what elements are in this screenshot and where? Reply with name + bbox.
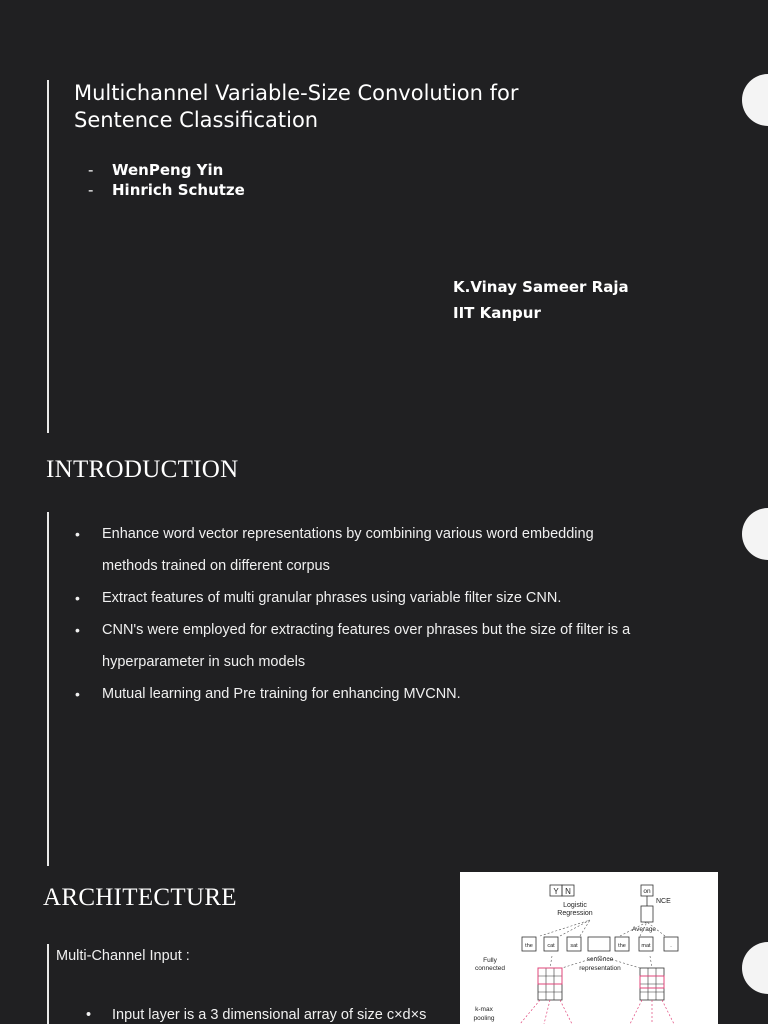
presenter-block: [453, 274, 629, 326]
list-item: • Enhance word vector representations by combining various word embedding methods trained on different corpus: [72, 518, 652, 582]
list-item: • CNN's were employed for extracting features over phrases but the size of filter is a hyperparameter in such models: [72, 614, 652, 678]
word-label: the: [525, 943, 533, 949]
author-name: WenPeng Yin: [112, 161, 224, 179]
logistic-label: Logistic: [563, 902, 587, 909]
fully-label: Fully: [483, 957, 497, 964]
average-box: [641, 906, 653, 922]
feature-grid-left: [538, 968, 562, 1000]
author-item: - Hinrich Schutze: [88, 181, 245, 199]
slide3-corner-circle: [742, 942, 768, 994]
list-item: • Mutual learning and Pre training for enhancing MVCNN.: [72, 678, 652, 710]
word-label: cat: [547, 943, 555, 949]
architecture-diagram-svg: [460, 872, 718, 1024]
slide3-accent-line: [47, 944, 49, 1024]
architecture-heading: ARCHITECTURE: [43, 884, 237, 911]
feature-grid-right: [640, 968, 664, 1000]
slide2-corner-circle: [742, 508, 768, 560]
word-label: the: [618, 943, 626, 949]
list-item: • Input layer is a 3 dimensional array of size c×d×s: [86, 1007, 427, 1023]
word-label: sat: [570, 943, 578, 949]
presenter-affiliation: IIT Kanpur: [453, 304, 541, 322]
architecture-diagram: [460, 872, 718, 1024]
introduction-bullet-list: [72, 518, 652, 710]
kmax-label: k-max: [475, 1006, 493, 1013]
pooling-label: pooling: [473, 1015, 495, 1022]
architecture-subheading: Multi-Channel Input :: [56, 948, 190, 964]
regression-label: Regression: [557, 910, 593, 917]
nce-output-label: on: [643, 888, 651, 895]
slide1-corner-circle: [742, 74, 768, 126]
word-label: mat: [641, 943, 651, 949]
output-n-label: N: [565, 887, 571, 896]
author-item: - WenPeng Yin: [88, 161, 224, 179]
representation-label: representation: [579, 965, 621, 972]
list-item: • Extract features of multi granular phrases using variable filter size CNN.: [72, 582, 652, 614]
sentence-box: [588, 937, 610, 951]
presenter-name: K.Vinay Sameer Raja: [453, 278, 629, 296]
page-title: Multichannel Variable-Size Convolution for Sentence Classification: [74, 81, 519, 132]
word-label: .: [670, 943, 672, 949]
nce-label: NCE: [656, 898, 671, 905]
average-label: Average: [631, 926, 657, 933]
architecture-bullet-text: Input layer is a 3 dimensional array of size c×d×s: [112, 1007, 427, 1023]
pooling-lines: [520, 1000, 674, 1024]
author-name: Hinrich Schutze: [112, 181, 245, 199]
output-y-label: Y: [553, 887, 559, 896]
sentence-label: sentence: [586, 956, 614, 963]
connected-label: connected: [475, 965, 505, 972]
slide2-accent-line: [47, 512, 49, 866]
slide1-accent-line: [47, 80, 49, 433]
author-list: [88, 160, 245, 200]
introduction-heading: INTRODUCTION: [46, 456, 239, 483]
